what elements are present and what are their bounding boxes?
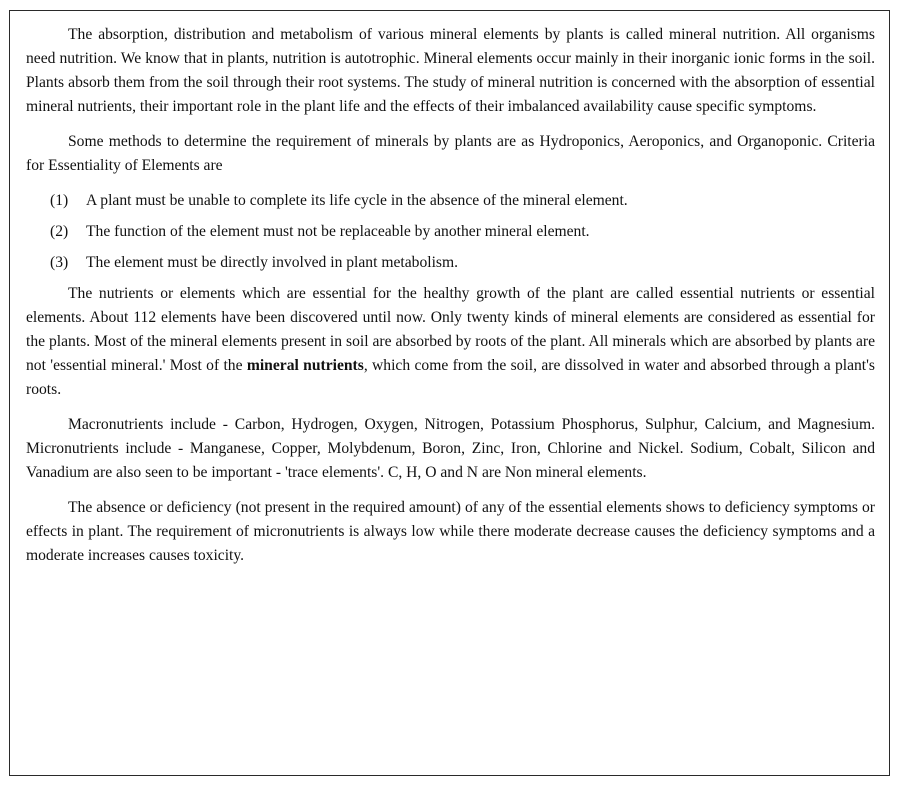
criteria-text: The function of the element must not be replaceable by another mineral element. [86,223,590,240]
criteria-number: (3) [50,254,69,271]
criteria-item [50,251,875,275]
criteria-item [50,220,875,244]
paragraph-mineral-nutrition: The absorption, distribution and metabolism of various mineral elements by plants is called mineral nutrition. All organisms need nutrition. We know that in plants, nutrition is autotrophic. Mineral elements occur mainly in their inorganic ionic forms in the soil. Plants absorb them from the soil through their root systems. The study of mineral nutrition is concerned with the absorption of essential mineral nutrients, their important role in the plant life and the effects of their imbalanced availability cause specific symptoms. [26,26,875,115]
criteria-list [26,189,875,275]
paragraph-essential-nutrients [26,282,875,402]
document-frame [9,10,890,776]
essential-nutrients-text-end: , which come from the soil, are dissolved in water and absorbed through a plant's roots. [26,357,875,398]
paragraph-methods: Some methods to determine the requirement of minerals by plants are as Hydroponics, Aeroponics, and Organoponic. Criteria for Essentiality of Elements are [26,133,875,174]
criteria-number: (2) [50,223,69,240]
criteria-item [50,189,875,213]
paragraph-macronutrients: Macronutrients include - Carbon, Hydrogen, Oxygen, Nitrogen, Potassium Phosphorus, Sulphur, Calcium, and Magnesium. Micronutrients include - Manganese, Copper, Molybdenum, Boron, Zinc, Iron, Chlorine and Nickel. Sodium, Cobalt, Silicon and Vanadium are also seen to be important - 'trace elements'. C, H, O and N are Non mineral elements. [26,416,875,481]
essential-nutrients-text: The nutrients or elements which are essential for the healthy growth of the plant are called essential nutrients or essential elements. About 112 elements have been discovered until now. Only twenty kinds of mineral elements are considered as essential for the plants. Most of the mineral elements present in soil are absorbed by roots of the plant. All minerals which are absorbed by plants are not 'essential mineral.' Most of the [26,285,875,374]
criteria-text: A plant must be unable to complete its life cycle in the absence of the mineral element. [86,192,628,209]
criteria-text: The element must be directly involved in plant metabolism. [86,254,458,271]
paragraph-deficiency: The absence or deficiency (not present in the required amount) of any of the essential elements shows to deficiency symptoms or effects in plant. The requirement of micronutrients is always low while there moderate decrease causes the deficiency symptoms and a moderate increases causes toxicity. [26,499,875,564]
mineral-nutrients-term: mineral nutrients [246,357,364,374]
criteria-number: (1) [50,192,69,209]
